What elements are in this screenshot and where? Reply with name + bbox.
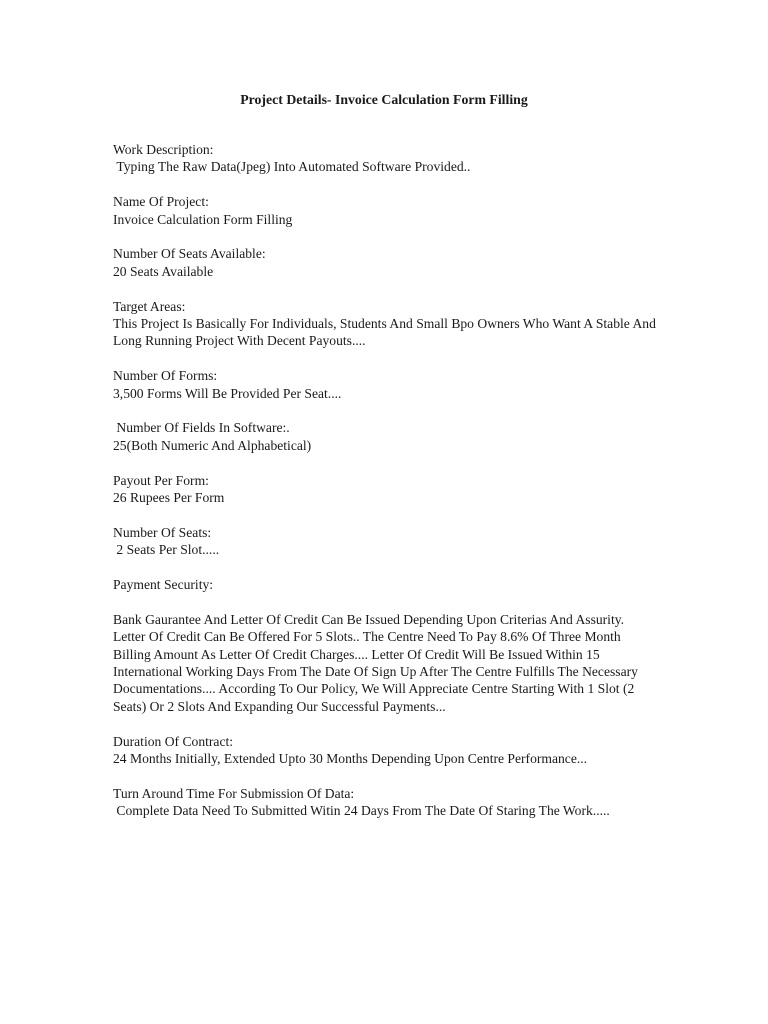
section-label: Work Description: — [113, 142, 214, 157]
section-value: Complete Data Need To Submitted Witin 24 Days From The Date Of Staring The Work..... — [113, 803, 610, 819]
section-label: Number Of Fields In Software:. — [113, 420, 290, 436]
section-payment-security — [113, 576, 658, 715]
section-name-of-project — [113, 193, 658, 228]
section-duration-of-contract — [113, 733, 658, 768]
spacer — [113, 593, 658, 610]
document-title: Project Details- Invoice Calculation Form Filling — [240, 92, 528, 107]
section-target-areas — [113, 298, 658, 350]
section-value: Bank Gaurantee And Letter Of Credit Can Be Issued Depending Upon Criterias And Assurity. Letter Of Credit Can Be Offered For 5 Slots.. The Centre Need To Pay 8.6% Of Three Month Billing Amount As Letter Of Credit Charges.... Letter Of Credit Will Be Issued Within 15 International Working Days From The Date Of Sign Up After The Centre Fulfills The Necessary Documentations.... According To Our Policy, We Will Appreciate Centre Starting With 1 Slot (2 Seats) Or 2 Slots And Expanding Our Successful Payments... — [113, 611, 642, 714]
section-value: This Project Is Basically For Individuals, Students And Small Bpo Owners Who Want A Stable And Long Running Project With Decent Payouts.... — [113, 316, 660, 349]
section-number-of-seats — [113, 524, 658, 559]
section-label: Number Of Seats: — [113, 524, 212, 540]
section-label: Payment Security: — [113, 577, 214, 593]
section-value: Invoice Calculation Form Filling — [113, 211, 293, 227]
section-value: 25(Both Numeric And Alphabetical) — [113, 437, 312, 453]
section-value: 3,500 Forms Will Be Provided Per Seat.... — [113, 385, 342, 401]
section-label: Name Of Project: — [113, 194, 209, 210]
section-label: Payout Per Form: — [113, 472, 209, 488]
section-number-of-fields — [113, 419, 658, 454]
section-value: Typing The Raw Data(Jpeg) Into Automated Software Provided.. — [113, 159, 471, 175]
section-value: 26 Rupees Per Form — [113, 490, 225, 506]
section-value: 24 Months Initially, Extended Upto 30 Months Depending Upon Centre Performance... — [113, 751, 588, 767]
section-label: Turn Around Time For Submission Of Data: — [113, 785, 355, 801]
section-value: 2 Seats Per Slot..... — [113, 542, 220, 558]
section-label: Number Of Seats Available: — [113, 246, 266, 262]
section-number-of-forms — [113, 367, 658, 402]
section-payout-per-form — [113, 472, 658, 507]
section-value: 20 Seats Available — [113, 263, 214, 279]
section-label: Duration Of Contract: — [113, 733, 234, 749]
section-seats-available — [113, 245, 658, 280]
section-work-description — [113, 141, 658, 176]
section-label: Target Areas: — [113, 298, 186, 314]
section-turn-around-time — [113, 785, 658, 820]
section-label: Number Of Forms: — [113, 368, 218, 384]
document-body — [113, 141, 658, 837]
